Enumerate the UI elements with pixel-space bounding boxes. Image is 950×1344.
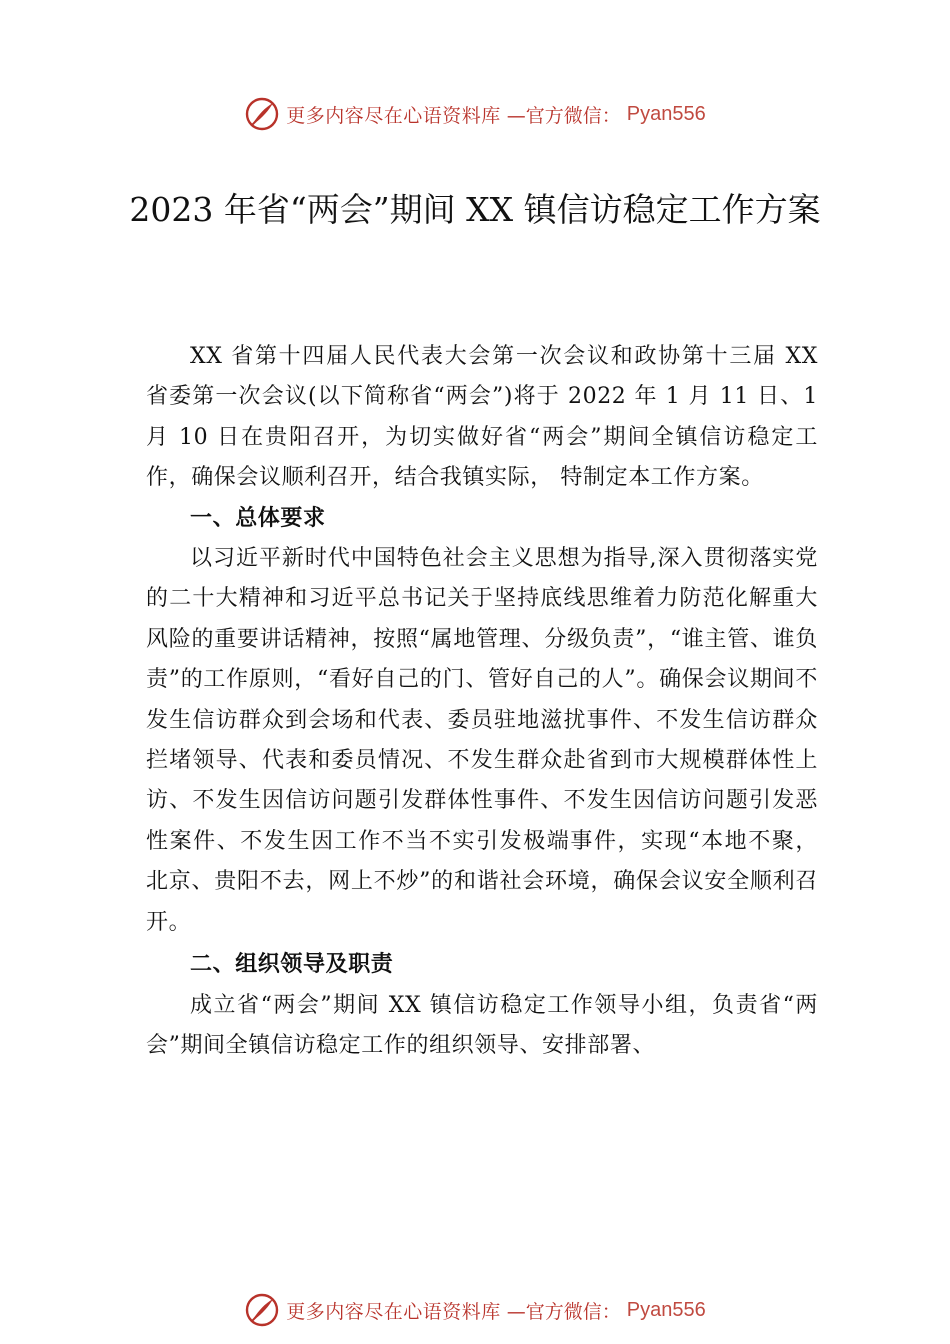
watermark-banner-top [0,94,950,134]
intro-paragraph: XX 省第十四届人民代表大会第一次会议和政协第十三届 XX 省委第一次会议(以下简称省“两会”)将于 2022 年 1 月 11 日、1 月 10 日在贵阳召开，为切实做好省“两会”期间全镇信访稳定工作，确保会议顺利召开，结合我镇实际， 特制定本工作方案。 [146,344,818,491]
section-paragraph: 成立省“两会”期间 XX 镇信访稳定工作领导小组，负责省“两会”期间全镇信访稳定工作的组织领导、安排部署、 [146,992,818,1058]
section-heading: 一、总体要求 [190,505,326,531]
section-heading: 二、组织领导及职责 [190,952,394,978]
section-paragraph: 以习近平新时代中国特色社会主义思想为指导,深入贯彻落实党的二十大精神和习近平总书记关于坚持底线思维着力防范化解重大风险的重要讲话精神，按照“属地管理、分级负责”，“谁主管、谁负责”的工作原则，“看好自己的门、管好自己的人”。确保会议期间不发生信访群众到会场和代表、委员驻地滋扰事件、不发生信访群众拦堵领导、代表和委员情况、不发生群众赴省到市大规模群体性上访、不发生因信访问题引发群体性事件、不发生因信访问题引发恶性案件、不发生因工作不当不实引发极端事件，实现“本地不聚， 北京、贵阳不去，网上不炒”的和谐社会环境，确保会议安全顺利召开。 [146,546,818,935]
document-title: 2023 年省“两会”期间 XX 镇信访稳定工作方案 [129,190,821,229]
watermark-wechat-id: Pyan556 [626,1298,706,1321]
watermark-separator: —官方微信： [506,1300,621,1323]
watermark-separator: —官方微信： [506,104,621,127]
quill-pen-logo-icon [244,96,280,132]
document-body [146,337,818,1066]
watermark-wechat-id: Pyan556 [626,102,706,125]
watermark-text: 更多内容尽在心语资料库 [286,104,501,127]
watermark-banner-bottom [0,1290,950,1330]
watermark-text: 更多内容尽在心语资料库 [286,1300,501,1323]
quill-pen-logo-icon [244,1292,280,1328]
